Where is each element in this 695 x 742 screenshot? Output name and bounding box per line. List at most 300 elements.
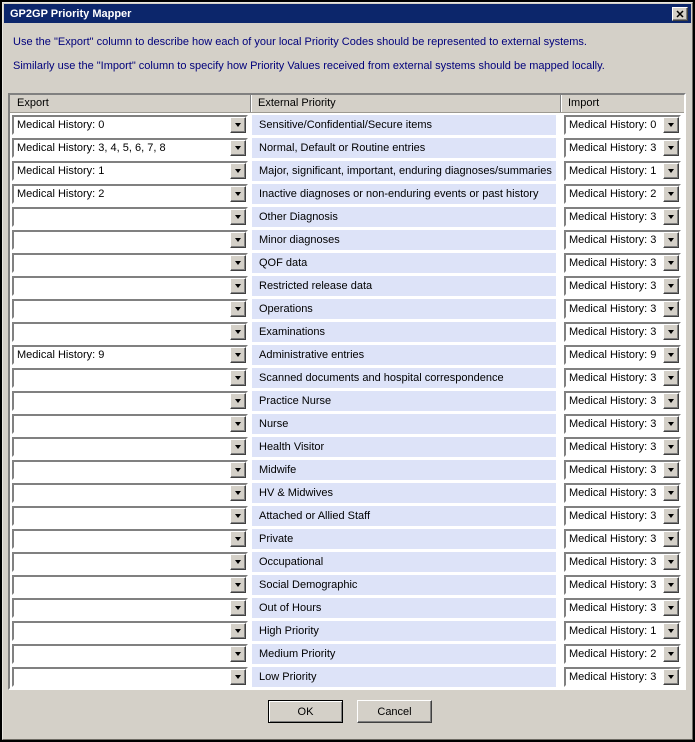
down-triangle-icon bbox=[235, 422, 241, 426]
export-cell bbox=[10, 598, 250, 618]
down-triangle-icon bbox=[235, 560, 241, 564]
import-combobox[interactable] bbox=[564, 230, 681, 250]
export-cell bbox=[10, 483, 250, 503]
external-priority-label: Medium Priority bbox=[252, 644, 556, 664]
import-combobox[interactable] bbox=[564, 529, 681, 549]
import-combobox[interactable] bbox=[564, 276, 681, 296]
down-triangle-icon bbox=[668, 652, 674, 656]
dropdown-arrow-icon[interactable] bbox=[230, 370, 246, 386]
external-priority-label: QOF data bbox=[252, 253, 556, 273]
down-triangle-icon bbox=[235, 399, 241, 403]
dropdown-arrow-icon[interactable] bbox=[230, 646, 246, 662]
import-cell bbox=[560, 322, 684, 342]
export-combobox[interactable] bbox=[12, 138, 248, 158]
import-combobox-value: Medical History: 3 bbox=[569, 371, 657, 384]
import-cell bbox=[560, 368, 684, 388]
import-combobox[interactable] bbox=[564, 138, 681, 158]
down-triangle-icon bbox=[668, 629, 674, 633]
external-priority-cell bbox=[250, 437, 560, 457]
dropdown-arrow-icon[interactable] bbox=[230, 669, 246, 685]
dropdown-arrow-icon[interactable] bbox=[663, 117, 679, 133]
import-cell bbox=[560, 299, 684, 319]
dropdown-arrow-icon[interactable] bbox=[230, 416, 246, 432]
import-cell bbox=[560, 253, 684, 273]
dropdown-arrow-icon[interactable] bbox=[230, 531, 246, 547]
down-triangle-icon bbox=[668, 675, 674, 679]
dropdown-arrow-icon[interactable] bbox=[663, 324, 679, 340]
table-row bbox=[10, 343, 684, 366]
dropdown-arrow-icon[interactable] bbox=[663, 531, 679, 547]
import-combobox[interactable] bbox=[564, 414, 681, 434]
export-cell bbox=[10, 138, 250, 158]
down-triangle-icon bbox=[668, 606, 674, 610]
import-combobox[interactable] bbox=[564, 391, 681, 411]
table-row bbox=[10, 527, 684, 550]
export-combobox-value: Medical History: 2 bbox=[17, 187, 105, 200]
import-combobox[interactable] bbox=[564, 460, 681, 480]
external-priority-cell bbox=[250, 506, 560, 526]
import-cell bbox=[560, 161, 684, 181]
down-triangle-icon bbox=[668, 169, 674, 173]
external-priority-cell bbox=[250, 276, 560, 296]
import-combobox-value: Medical History: 3 bbox=[569, 463, 657, 476]
import-combobox-value: Medical History: 3 bbox=[569, 486, 657, 499]
export-combobox[interactable] bbox=[12, 115, 248, 135]
export-cell bbox=[10, 437, 250, 457]
dropdown-arrow-icon[interactable] bbox=[663, 669, 679, 685]
table-row bbox=[10, 274, 684, 297]
down-triangle-icon bbox=[235, 583, 241, 587]
external-priority-label: Administrative entries bbox=[252, 345, 556, 365]
external-priority-cell bbox=[250, 667, 560, 687]
export-combobox[interactable] bbox=[12, 345, 248, 365]
import-cell bbox=[560, 667, 684, 687]
export-combobox[interactable] bbox=[12, 184, 248, 204]
export-cell bbox=[10, 253, 250, 273]
import-combobox-value: Medical History: 3 bbox=[569, 256, 657, 269]
export-combobox[interactable] bbox=[12, 276, 248, 296]
table-row bbox=[10, 504, 684, 527]
export-cell bbox=[10, 276, 250, 296]
import-combobox-value: Medical History: 3 bbox=[569, 601, 657, 614]
close-button[interactable] bbox=[672, 7, 688, 21]
external-priority-cell bbox=[250, 253, 560, 273]
external-priority-cell bbox=[250, 230, 560, 250]
header-external-priority: External Priority bbox=[250, 95, 560, 112]
external-priority-cell bbox=[250, 345, 560, 365]
dropdown-arrow-icon[interactable] bbox=[663, 416, 679, 432]
down-triangle-icon bbox=[235, 330, 241, 334]
export-cell bbox=[10, 368, 250, 388]
export-cell bbox=[10, 621, 250, 641]
dropdown-arrow-icon[interactable] bbox=[663, 186, 679, 202]
import-cell bbox=[560, 115, 684, 135]
dropdown-arrow-icon[interactable] bbox=[230, 439, 246, 455]
down-triangle-icon bbox=[668, 468, 674, 472]
dropdown-arrow-icon[interactable] bbox=[230, 324, 246, 340]
priority-mapping-table bbox=[8, 93, 686, 690]
dropdown-arrow-icon[interactable] bbox=[663, 485, 679, 501]
instruction-line-1: Use the "Export" column to describe how each of your local Priority Codes should be represented to external systems. bbox=[13, 36, 587, 48]
import-cell bbox=[560, 552, 684, 572]
external-priority-label: Minor diagnoses bbox=[252, 230, 556, 250]
export-cell bbox=[10, 506, 250, 526]
dropdown-arrow-icon[interactable] bbox=[230, 186, 246, 202]
dropdown-arrow-icon[interactable] bbox=[663, 255, 679, 271]
import-cell bbox=[560, 575, 684, 595]
external-priority-cell bbox=[250, 299, 560, 319]
import-cell bbox=[560, 483, 684, 503]
export-cell bbox=[10, 207, 250, 227]
export-combobox[interactable] bbox=[12, 161, 248, 181]
export-combobox[interactable] bbox=[12, 667, 248, 687]
export-combobox[interactable] bbox=[12, 644, 248, 664]
import-cell bbox=[560, 230, 684, 250]
export-combobox[interactable] bbox=[12, 506, 248, 526]
import-combobox-value: Medical History: 3 bbox=[569, 670, 657, 683]
external-priority-label: High Priority bbox=[252, 621, 556, 641]
export-combobox[interactable] bbox=[12, 483, 248, 503]
import-combobox-value: Medical History: 3 bbox=[569, 302, 657, 315]
import-combobox[interactable] bbox=[564, 506, 681, 526]
down-triangle-icon bbox=[668, 560, 674, 564]
down-triangle-icon bbox=[235, 445, 241, 449]
external-priority-label: Inactive diagnoses or non-enduring events or past history bbox=[252, 184, 556, 204]
down-triangle-icon bbox=[668, 238, 674, 242]
import-cell bbox=[560, 644, 684, 664]
table-row bbox=[10, 412, 684, 435]
external-priority-cell bbox=[250, 575, 560, 595]
down-triangle-icon bbox=[668, 376, 674, 380]
export-cell bbox=[10, 115, 250, 135]
import-combobox[interactable] bbox=[564, 437, 681, 457]
table-row bbox=[10, 182, 684, 205]
import-combobox-value: Medical History: 2 bbox=[569, 647, 657, 660]
export-combobox[interactable] bbox=[12, 391, 248, 411]
external-priority-cell bbox=[250, 552, 560, 572]
dropdown-arrow-icon[interactable] bbox=[663, 347, 679, 363]
down-triangle-icon bbox=[235, 123, 241, 127]
dropdown-arrow-icon[interactable] bbox=[230, 278, 246, 294]
import-combobox[interactable] bbox=[564, 575, 681, 595]
external-priority-cell bbox=[250, 460, 560, 480]
external-priority-cell bbox=[250, 138, 560, 158]
export-cell bbox=[10, 644, 250, 664]
dropdown-arrow-icon[interactable] bbox=[663, 301, 679, 317]
table-row bbox=[10, 297, 684, 320]
external-priority-cell bbox=[250, 161, 560, 181]
down-triangle-icon bbox=[668, 307, 674, 311]
external-priority-label: Attached or Allied Staff bbox=[252, 506, 556, 526]
import-combobox-value: Medical History: 3 bbox=[569, 325, 657, 338]
external-priority-label: Restricted release data bbox=[252, 276, 556, 296]
dropdown-arrow-icon[interactable] bbox=[663, 393, 679, 409]
import-combobox-value: Medical History: 3 bbox=[569, 532, 657, 545]
external-priority-cell bbox=[250, 621, 560, 641]
table-row bbox=[10, 320, 684, 343]
dropdown-arrow-icon[interactable] bbox=[663, 439, 679, 455]
table-row bbox=[10, 159, 684, 182]
down-triangle-icon bbox=[235, 284, 241, 288]
import-combobox[interactable] bbox=[564, 322, 681, 342]
dropdown-arrow-icon[interactable] bbox=[663, 623, 679, 639]
dropdown-arrow-icon[interactable] bbox=[230, 117, 246, 133]
external-priority-label: Health Visitor bbox=[252, 437, 556, 457]
down-triangle-icon bbox=[235, 146, 241, 150]
external-priority-cell bbox=[250, 483, 560, 503]
import-combobox-value: Medical History: 3 bbox=[569, 555, 657, 568]
ok-button[interactable]: OK bbox=[268, 700, 343, 723]
external-priority-cell bbox=[250, 368, 560, 388]
export-cell bbox=[10, 575, 250, 595]
import-combobox-value: Medical History: 3 bbox=[569, 417, 657, 430]
dropdown-arrow-icon[interactable] bbox=[230, 347, 246, 363]
import-combobox[interactable] bbox=[564, 644, 681, 664]
import-combobox-value: Medical History: 3 bbox=[569, 233, 657, 246]
import-cell bbox=[560, 529, 684, 549]
close-icon bbox=[676, 10, 684, 18]
external-priority-cell bbox=[250, 184, 560, 204]
dropdown-arrow-icon[interactable] bbox=[230, 209, 246, 225]
export-cell bbox=[10, 667, 250, 687]
external-priority-label: Midwife bbox=[252, 460, 556, 480]
cancel-button[interactable]: Cancel bbox=[357, 700, 432, 723]
external-priority-label: Occupational bbox=[252, 552, 556, 572]
down-triangle-icon bbox=[668, 445, 674, 449]
table-row bbox=[10, 251, 684, 274]
import-combobox[interactable] bbox=[564, 483, 681, 503]
export-cell bbox=[10, 322, 250, 342]
import-combobox[interactable] bbox=[564, 621, 681, 641]
import-cell bbox=[560, 207, 684, 227]
dropdown-arrow-icon[interactable] bbox=[230, 301, 246, 317]
export-combobox[interactable] bbox=[12, 437, 248, 457]
table-row bbox=[10, 642, 684, 665]
table-row bbox=[10, 481, 684, 504]
export-combobox[interactable] bbox=[12, 552, 248, 572]
down-triangle-icon bbox=[668, 537, 674, 541]
external-priority-label: Social Demographic bbox=[252, 575, 556, 595]
external-priority-label: Sensitive/Confidential/Secure items bbox=[252, 115, 556, 135]
down-triangle-icon bbox=[235, 675, 241, 679]
dropdown-arrow-icon[interactable] bbox=[663, 646, 679, 662]
import-cell bbox=[560, 506, 684, 526]
table-row bbox=[10, 596, 684, 619]
import-combobox[interactable] bbox=[564, 299, 681, 319]
import-combobox[interactable] bbox=[564, 253, 681, 273]
external-priority-cell bbox=[250, 414, 560, 434]
export-combobox[interactable] bbox=[12, 598, 248, 618]
down-triangle-icon bbox=[235, 169, 241, 173]
table-row bbox=[10, 366, 684, 389]
down-triangle-icon bbox=[235, 238, 241, 242]
header-export: Export bbox=[17, 97, 49, 109]
dropdown-arrow-icon[interactable] bbox=[663, 163, 679, 179]
export-cell bbox=[10, 345, 250, 365]
dropdown-arrow-icon[interactable] bbox=[663, 370, 679, 386]
export-combobox[interactable] bbox=[12, 621, 248, 641]
external-priority-cell bbox=[250, 529, 560, 549]
import-cell bbox=[560, 460, 684, 480]
export-combobox[interactable] bbox=[12, 207, 248, 227]
down-triangle-icon bbox=[235, 215, 241, 219]
export-cell bbox=[10, 552, 250, 572]
external-priority-label: Normal, Default or Routine entries bbox=[252, 138, 556, 158]
down-triangle-icon bbox=[235, 514, 241, 518]
external-priority-label: HV & Midwives bbox=[252, 483, 556, 503]
dropdown-arrow-icon[interactable] bbox=[230, 255, 246, 271]
export-cell bbox=[10, 414, 250, 434]
titlebar bbox=[4, 4, 691, 23]
import-combobox[interactable] bbox=[564, 368, 681, 388]
export-cell bbox=[10, 460, 250, 480]
external-priority-label: Practice Nurse bbox=[252, 391, 556, 411]
dropdown-arrow-icon[interactable] bbox=[230, 485, 246, 501]
import-combobox[interactable] bbox=[564, 115, 681, 135]
down-triangle-icon bbox=[668, 215, 674, 219]
down-triangle-icon bbox=[668, 353, 674, 357]
export-combobox-value: Medical History: 3, 4, 5, 6, 7, 8 bbox=[17, 141, 166, 154]
import-combobox-value: Medical History: 3 bbox=[569, 141, 657, 154]
import-cell bbox=[560, 621, 684, 641]
export-combobox-value: Medical History: 0 bbox=[17, 118, 105, 131]
import-combobox-value: Medical History: 2 bbox=[569, 187, 657, 200]
external-priority-cell bbox=[250, 207, 560, 227]
import-cell bbox=[560, 414, 684, 434]
dropdown-arrow-icon[interactable] bbox=[230, 163, 246, 179]
import-cell bbox=[560, 391, 684, 411]
import-cell bbox=[560, 598, 684, 618]
table-row bbox=[10, 435, 684, 458]
down-triangle-icon bbox=[235, 537, 241, 541]
import-combobox-value: Medical History: 9 bbox=[569, 348, 657, 361]
export-combobox[interactable] bbox=[12, 368, 248, 388]
import-cell bbox=[560, 184, 684, 204]
dialog-window bbox=[2, 2, 693, 740]
window-title: GP2GP Priority Mapper bbox=[10, 7, 132, 20]
export-cell bbox=[10, 184, 250, 204]
table-row bbox=[10, 113, 684, 136]
import-combobox[interactable] bbox=[564, 161, 681, 181]
dropdown-arrow-icon[interactable] bbox=[663, 508, 679, 524]
external-priority-cell bbox=[250, 322, 560, 342]
dropdown-arrow-icon[interactable] bbox=[230, 393, 246, 409]
dropdown-arrow-icon[interactable] bbox=[663, 577, 679, 593]
dropdown-arrow-icon[interactable] bbox=[663, 232, 679, 248]
external-priority-cell bbox=[250, 644, 560, 664]
down-triangle-icon bbox=[235, 606, 241, 610]
import-combobox[interactable] bbox=[564, 552, 681, 572]
down-triangle-icon bbox=[668, 422, 674, 426]
down-triangle-icon bbox=[668, 123, 674, 127]
export-cell bbox=[10, 161, 250, 181]
export-combobox[interactable] bbox=[12, 322, 248, 342]
down-triangle-icon bbox=[668, 146, 674, 150]
import-cell bbox=[560, 437, 684, 457]
import-combobox-value: Medical History: 3 bbox=[569, 210, 657, 223]
external-priority-cell bbox=[250, 115, 560, 135]
dropdown-arrow-icon[interactable] bbox=[230, 140, 246, 156]
external-priority-label: Scanned documents and hospital correspondence bbox=[252, 368, 556, 388]
down-triangle-icon bbox=[235, 652, 241, 656]
import-cell bbox=[560, 345, 684, 365]
import-combobox-value: Medical History: 3 bbox=[569, 509, 657, 522]
down-triangle-icon bbox=[668, 192, 674, 196]
down-triangle-icon bbox=[668, 284, 674, 288]
table-row bbox=[10, 389, 684, 412]
export-combobox[interactable] bbox=[12, 253, 248, 273]
dropdown-arrow-icon[interactable] bbox=[230, 232, 246, 248]
dropdown-arrow-icon[interactable] bbox=[230, 554, 246, 570]
export-cell bbox=[10, 230, 250, 250]
import-combobox[interactable] bbox=[564, 184, 681, 204]
down-triangle-icon bbox=[668, 583, 674, 587]
down-triangle-icon bbox=[235, 629, 241, 633]
table-row bbox=[10, 458, 684, 481]
import-combobox[interactable] bbox=[564, 598, 681, 618]
down-triangle-icon bbox=[235, 192, 241, 196]
import-cell bbox=[560, 138, 684, 158]
export-combobox[interactable] bbox=[12, 299, 248, 319]
down-triangle-icon bbox=[235, 468, 241, 472]
import-combobox[interactable] bbox=[564, 345, 681, 365]
export-combobox[interactable] bbox=[12, 414, 248, 434]
table-row bbox=[10, 228, 684, 251]
down-triangle-icon bbox=[235, 353, 241, 357]
external-priority-label: Operations bbox=[252, 299, 556, 319]
table-row bbox=[10, 205, 684, 228]
export-combobox-value: Medical History: 9 bbox=[17, 348, 105, 361]
dropdown-arrow-icon[interactable] bbox=[663, 278, 679, 294]
down-triangle-icon bbox=[235, 376, 241, 380]
external-priority-label: Major, significant, important, enduring diagnoses/summaries bbox=[252, 161, 556, 181]
import-combobox-value: Medical History: 3 bbox=[569, 394, 657, 407]
export-cell bbox=[10, 529, 250, 549]
dropdown-arrow-icon[interactable] bbox=[230, 462, 246, 478]
export-combobox-value: Medical History: 1 bbox=[17, 164, 105, 177]
external-priority-label: Nurse bbox=[252, 414, 556, 434]
dropdown-arrow-icon[interactable] bbox=[663, 600, 679, 616]
import-combobox[interactable] bbox=[564, 667, 681, 687]
down-triangle-icon bbox=[668, 261, 674, 265]
dropdown-arrow-icon[interactable] bbox=[663, 554, 679, 570]
import-combobox-value: Medical History: 1 bbox=[569, 164, 657, 177]
down-triangle-icon bbox=[668, 330, 674, 334]
dropdown-arrow-icon[interactable] bbox=[663, 140, 679, 156]
import-combobox[interactable] bbox=[564, 207, 681, 227]
down-triangle-icon bbox=[668, 399, 674, 403]
dropdown-arrow-icon[interactable] bbox=[230, 508, 246, 524]
dropdown-arrow-icon[interactable] bbox=[663, 462, 679, 478]
export-combobox[interactable] bbox=[12, 460, 248, 480]
table-row bbox=[10, 619, 684, 642]
external-priority-label: Private bbox=[252, 529, 556, 549]
import-combobox-value: Medical History: 0 bbox=[569, 118, 657, 131]
export-combobox[interactable] bbox=[12, 230, 248, 250]
export-cell bbox=[10, 391, 250, 411]
import-combobox-value: Medical History: 3 bbox=[569, 578, 657, 591]
dropdown-arrow-icon[interactable] bbox=[230, 577, 246, 593]
dropdown-arrow-icon[interactable] bbox=[663, 209, 679, 225]
dropdown-arrow-icon[interactable] bbox=[230, 623, 246, 639]
table-row bbox=[10, 136, 684, 159]
table-body bbox=[10, 113, 684, 688]
import-cell bbox=[560, 276, 684, 296]
dropdown-arrow-icon[interactable] bbox=[230, 600, 246, 616]
export-combobox[interactable] bbox=[12, 529, 248, 549]
external-priority-label: Other Diagnosis bbox=[252, 207, 556, 227]
export-combobox[interactable] bbox=[12, 575, 248, 595]
